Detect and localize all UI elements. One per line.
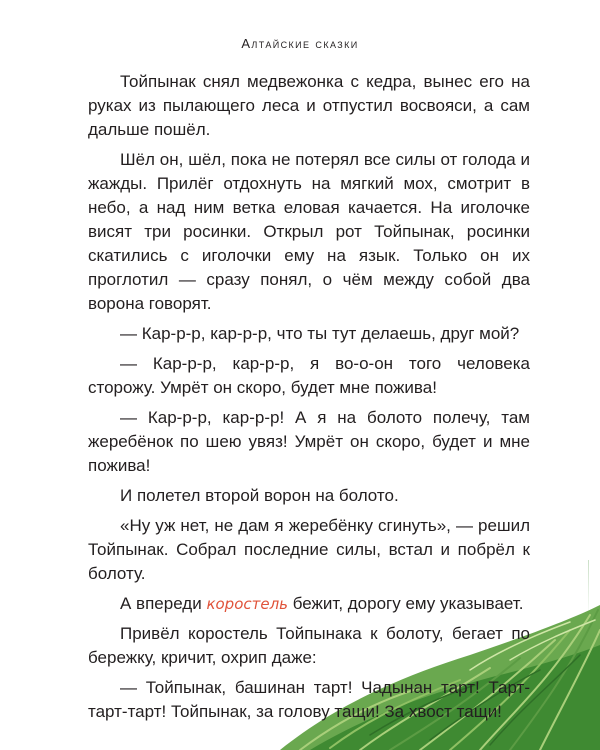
paragraph-3: — Кар-р-р, кар-р-р, что ты тут делаешь, друг мой?	[120, 324, 520, 343]
paragraph-10: — Тойпынак, башинан тарт! Чадынан тарт! Тарт-тарт-тарт! Тойпынак, за голову тащи! За хвост тащи!	[88, 678, 530, 721]
story-text	[88, 70, 530, 730]
paragraph-1: Тойпынак снял медвежонка с кедра, вынес его на руках из пылающего леса и отпустил восвояси, а сам дальше пошёл.	[88, 72, 530, 139]
paragraph-8-start: А впереди	[120, 594, 207, 613]
paragraph-5: — Кар-р-р, кар-р-р! А я на болото полечу, там жеребёнок по шею увяз! Умрёт он скоро, будет и мне пожива!	[88, 408, 530, 475]
paragraph-9: Привёл коростель Тойпынака к болоту, бегает по бережку, кричит, охрип даже:	[88, 624, 530, 667]
paragraph-7: «Ну уж нет, не дам я жеребёнку сгинуть», — решил Тойпынак. Собрал последние силы, встал и побрёл к болоту.	[88, 516, 530, 583]
paragraph-8	[88, 592, 530, 616]
paragraph-8-end: бежит, дорогу ему указывает.	[288, 594, 524, 613]
running-title: Алтайские сказки	[241, 36, 359, 51]
highlighted-word: коростель	[206, 595, 289, 613]
paragraph-6: И полетел второй ворон на болото.	[120, 486, 399, 505]
paragraph-4: — Кар-р-р, кар-р-р, я во-о-он того человека сторожу. Умрёт он скоро, будет мне пожива!	[88, 354, 530, 397]
paragraph-2: Шёл он, шёл, пока не потерял все силы от голода и жажды. Прилёг отдохнуть на мягкий мох, смотрит в небо, а над ним ветка еловая качается. На иголочке висят три росинки. Открыл рот Тойпынак, росинки скатились с иголочки ему на язык. Только он их проглотил — сразу понял, о чём между собой два ворона говорят.	[88, 150, 530, 313]
